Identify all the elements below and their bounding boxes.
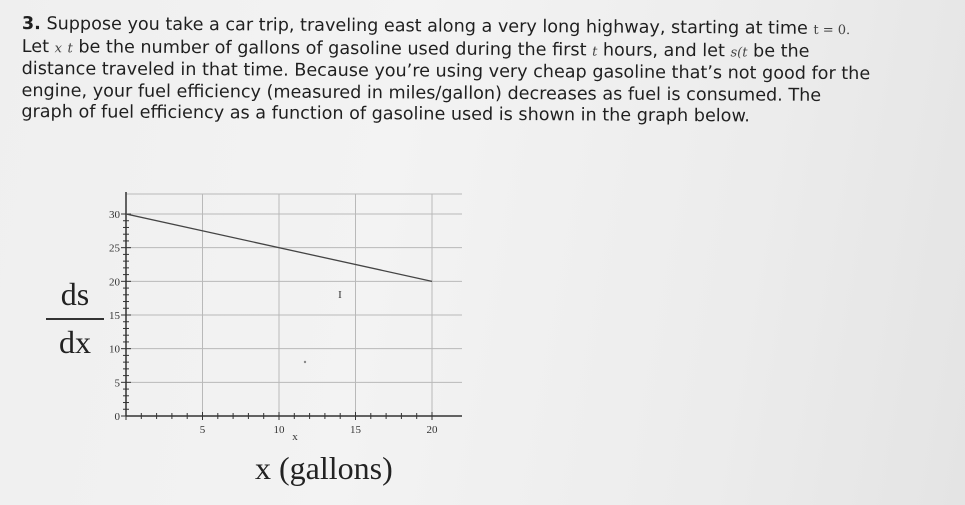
y-tick-label-15: 15 xyxy=(109,310,120,322)
line2-let: Let xyxy=(21,36,50,57)
x-axis-letter: x xyxy=(292,431,298,443)
y-label-numerator: ds xyxy=(60,276,90,312)
problem-line-3: distance traveled in that time. Because you’re using very cheap gasoline that’s not good for the xyxy=(21,58,871,85)
x-axis-label: x (gallons) xyxy=(255,450,393,486)
line2-math-t: t xyxy=(67,40,73,56)
x-tick-label-15: 15 xyxy=(350,424,361,436)
line1-math: t = 0. xyxy=(813,22,851,39)
line2-text3: be the xyxy=(752,40,810,62)
y-tick-label-0: 0 xyxy=(114,411,120,423)
line1-text: Suppose you take a car trip, traveling east along a very long highway, starting at time xyxy=(46,14,808,39)
y-tick-label-25: 25 xyxy=(109,242,120,255)
y-label-denominator: dx xyxy=(59,324,91,360)
y-tick-label-5: 5 xyxy=(114,377,120,390)
line2-text2: hours, and let xyxy=(602,40,725,61)
text-cursor-icon: I xyxy=(338,289,342,301)
y-tick-label-20: 20 xyxy=(109,276,120,289)
problem-line-5: graph of fuel efficiency as a function of gasoline used is shown in the graph below. xyxy=(21,101,750,127)
line2-math-s: s(t xyxy=(730,44,748,60)
line2-text1: be the number of gallons of gasoline used during the first xyxy=(78,36,587,60)
speck-dot xyxy=(304,361,306,363)
line2-math-t2: t xyxy=(592,43,598,60)
line2-math-x: x xyxy=(54,40,62,56)
problem-line-4: engine, your fuel efficiency (measured in miles/gallon) decreases as fuel is consumed. The xyxy=(21,80,822,106)
y-tick-label-30: 30 xyxy=(109,209,120,221)
x-tick-label-20: 20 xyxy=(426,424,438,436)
x-tick-label-10: 10 xyxy=(273,424,285,436)
y-tick-label-10: 10 xyxy=(109,343,120,356)
x-tick-label-5: 5 xyxy=(199,424,206,436)
problem-number: 3. xyxy=(21,14,41,35)
